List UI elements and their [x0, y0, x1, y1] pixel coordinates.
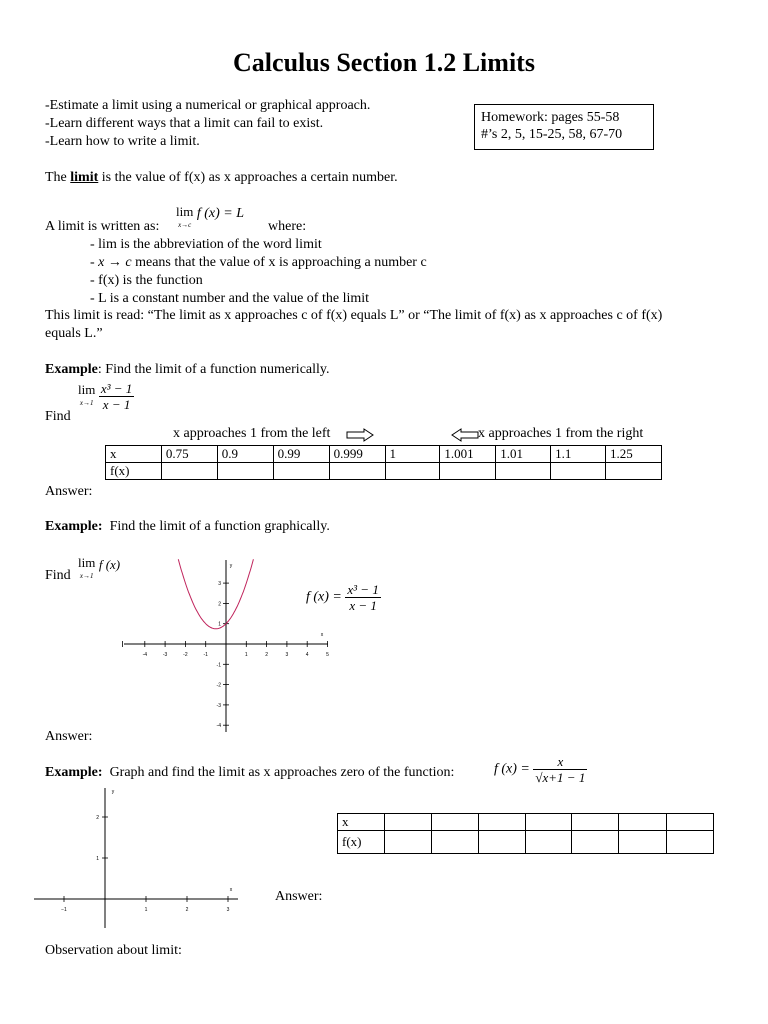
table-cell — [384, 831, 431, 854]
table-cell — [572, 814, 619, 831]
table-row — [106, 446, 662, 463]
read-line-1: This limit is read: “The limit as x approaches c of f(x) equals L” or “The limit of f(x) as x approaches c of f(x) — [45, 308, 663, 323]
bullet-arrow: - x → c means that the value of x is approaching a number c — [90, 255, 427, 270]
example-1-heading: Example: Find the limit of a function numerically. — [45, 362, 330, 377]
y-tick-label: 2 — [96, 815, 99, 821]
limit-expression: f (x) — [98, 557, 121, 572]
lim-symbol: lim x→1 — [78, 555, 96, 580]
y-tick-label: -3 — [216, 702, 221, 709]
table-cell — [606, 463, 662, 480]
y-axis-label: y — [111, 789, 115, 795]
bullet-constant: - L is a constant number and the value of the limit — [90, 291, 370, 306]
table-cell: 1 — [385, 446, 440, 463]
table-cell: 1.25 — [606, 446, 662, 463]
y-tick-label: 1 — [218, 621, 221, 628]
y-tick-label: -4 — [216, 723, 221, 730]
example-2-heading: Example: Find the limit of a function graphically. — [45, 519, 330, 534]
definition-suffix: is the value of f(x) as x approaches a certain number. — [98, 170, 398, 185]
example-2-find: Find — [45, 568, 71, 583]
table-cell: f(x) — [338, 831, 385, 854]
table-cell — [385, 463, 440, 480]
x-tick-label: 5 — [326, 652, 329, 658]
objective-3: -Learn how to write a limit. — [45, 134, 200, 149]
definition-prefix: The — [45, 170, 71, 185]
example-2-answer: Answer: — [45, 729, 93, 744]
read-line-2: equals L.” — [45, 326, 103, 341]
y-tick-label: -1 — [216, 662, 221, 669]
written-where: where: — [268, 219, 307, 234]
example-2-fraction: $\frac{\text{x³ − 1}}{x - 1}$ — [347, 582, 379, 613]
example-2-limit — [78, 557, 120, 582]
table-row — [106, 463, 662, 480]
table-cell: x — [106, 446, 162, 463]
table-cell — [217, 463, 273, 480]
table-cell: x — [338, 814, 385, 831]
homework-line-2: #’s 2, 5, 15-25, 58, 67-70 — [481, 127, 623, 142]
table-cell — [525, 831, 572, 854]
example-1-fraction: $\frac{\text{x³ − 1}}{x - 1}$ — [100, 381, 133, 412]
example-3-fraction: $\frac{x}{√x+1 - 1}$ — [535, 754, 586, 785]
table-cell: 0.999 — [329, 446, 385, 463]
x-tick-label: 1 — [244, 652, 248, 658]
table-cell — [478, 814, 525, 831]
right-approach-label: x approaches 1 from the right — [478, 426, 644, 441]
x-axis-label: x — [320, 632, 324, 638]
table-cell — [572, 831, 619, 854]
x-tick-label: -3 — [162, 652, 168, 658]
limit-definition — [45, 170, 398, 186]
table-cell — [619, 814, 667, 831]
table-cell: f(x) — [106, 463, 162, 480]
table-cell — [384, 814, 431, 831]
y-axis-label: y — [229, 563, 233, 569]
x-tick-label: 1 — [144, 907, 148, 913]
table-cell: 0.9 — [217, 446, 273, 463]
x-axis-label: x — [229, 887, 233, 893]
x-tick-label: 4 — [305, 652, 309, 658]
x-tick-label: 3 — [226, 907, 230, 913]
right-arrow-icon — [346, 428, 374, 442]
table-cell: 1.01 — [496, 446, 551, 463]
table-cell — [440, 463, 496, 480]
graph-2 — [30, 784, 245, 930]
bullet-lim: - lim is the abbreviation of the word limit — [90, 237, 322, 252]
table-cell: 1.001 — [440, 446, 496, 463]
observation-label: Observation about limit: — [45, 943, 182, 958]
table-cell — [525, 814, 572, 831]
table-cell: 1.1 — [551, 446, 606, 463]
example-2-function: f (x) = $\frac{\text{x³ − 1}}{x - 1}$ — [306, 582, 379, 613]
table-cell — [667, 814, 714, 831]
lim-symbol: lim x→c — [176, 204, 194, 229]
graph-1-curve — [178, 559, 253, 629]
x-tick-label: -2 — [183, 652, 188, 658]
y-tick-label: -2 — [216, 682, 221, 689]
example-1-find: Find — [45, 409, 71, 424]
example-3-table — [337, 813, 714, 854]
table-cell: 0.99 — [273, 446, 329, 463]
example-1-limit — [78, 381, 134, 412]
page-title: Calculus Section 1.2 Limits — [233, 48, 535, 77]
written-intro: A limit is written as: — [45, 219, 160, 234]
numeric-table — [105, 445, 662, 480]
arrow-expression: x → c — [98, 255, 132, 270]
y-tick-label: 2 — [218, 601, 221, 608]
table-row — [338, 831, 714, 854]
example-3-heading: Example: Graph and find the limit as x approaches zero of the function: — [45, 765, 455, 780]
y-tick-label: 1 — [96, 856, 99, 862]
table-cell — [478, 831, 525, 854]
objective-2: -Learn different ways that a limit can fail to exist. — [45, 116, 324, 131]
table-cell — [273, 463, 329, 480]
table-cell — [619, 831, 667, 854]
table-cell — [329, 463, 385, 480]
left-arrow-icon — [451, 428, 479, 442]
table-cell — [431, 814, 478, 831]
example-3-function: f (x) = $\frac{x}{√x+1 - 1}$ — [494, 754, 586, 785]
x-tick-label: −1 — [61, 907, 67, 913]
lim-symbol: lim x→1 — [78, 382, 96, 407]
x-tick-label: -1 — [203, 652, 208, 658]
limit-notation — [176, 206, 244, 231]
limit-expression: f (x) = L — [196, 206, 245, 221]
graph-1-axes — [123, 560, 330, 732]
x-tick-label: -4 — [142, 652, 148, 658]
y-tick-label: 3 — [218, 581, 221, 588]
table-cell — [431, 831, 478, 854]
table-cell — [551, 463, 606, 480]
example-1-answer: Answer: — [45, 484, 93, 499]
table-cell — [667, 831, 714, 854]
example-3-answer: Answer: — [275, 889, 323, 904]
bullet-function: - f(x) is the function — [90, 273, 203, 288]
table-row — [338, 814, 714, 831]
left-approach-label: x approaches 1 from the left — [173, 426, 331, 441]
table-cell — [496, 463, 551, 480]
objective-1: -Estimate a limit using a numerical or graphical approach. — [45, 98, 371, 113]
graph-1 — [118, 558, 332, 734]
table-cell: 0.75 — [161, 446, 217, 463]
homework-line-1: Homework: pages 55-58 — [481, 110, 620, 125]
graph-2-axes — [34, 788, 238, 928]
table-cell — [161, 463, 217, 480]
x-tick-label: 2 — [265, 652, 268, 658]
x-tick-label: 3 — [285, 652, 289, 658]
x-tick-label: 2 — [185, 907, 189, 913]
homework-box — [474, 104, 654, 150]
definition-term: limit — [70, 170, 99, 185]
